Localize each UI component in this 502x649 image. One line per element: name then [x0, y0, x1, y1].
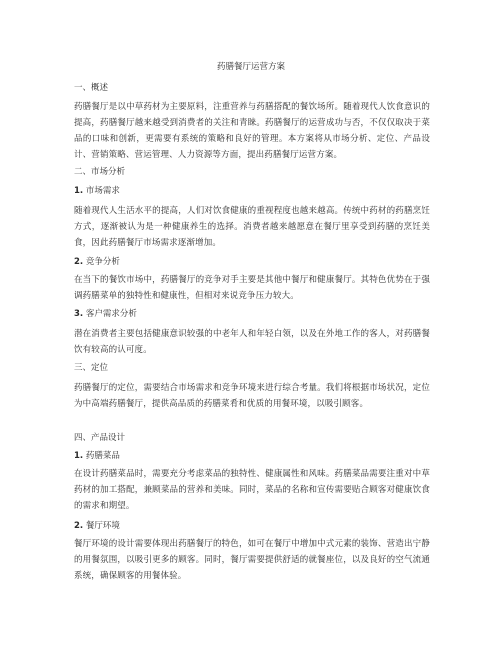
subsection-heading-competition — [74, 256, 430, 268]
subsection-number: 2. — [74, 257, 84, 267]
subsection-title: 市场需求 — [85, 186, 120, 196]
section-heading-overview: 一、概述 — [74, 83, 109, 93]
document-title: 药膳餐厅运营方案 — [216, 62, 285, 72]
subsection-paragraph-environment: 餐厅环境的设计需要体现出药膳餐厅的特色，如可在餐厅中增加中式元素的装饰、营造出宁静的用餐氛围，以吸引更多的顾客。同时，餐厅需要提供舒适的就餐座位，以及良好的空气流通系统，确保顾客的用餐体验。 — [74, 539, 430, 581]
subsection-number: 2. — [74, 521, 84, 531]
subsection-paragraph-dishes: 在设计药膳菜品时，需要充分考虑菜品的独特性、健康属性和风味。药膳菜品需要注重对中草药材的加工搭配，兼顾菜品的营养和美味。同时，菜品的名称和宣传需要贴合顾客对健康饮食的需求和期望。 — [74, 469, 430, 511]
subsection-heading-dishes — [74, 450, 430, 462]
subsection-title: 餐厅环境 — [85, 521, 120, 531]
section-paragraph-overview: 药膳餐厅是以中草药材为主要原料，注重营养与药膳搭配的餐饮场所。随着现代人饮食意识的提高，药膳餐厅越来越受到消费者的关注和青睐。药膳餐厅的运营成功与否，不仅仅取决于菜品的口味和创新，更需要有系统的策略和良好的管理。本方案将从市场分析、定位、产品设计、营销策略、营运管理、人力资源等方面，提出药膳餐厅运营方案。 — [74, 102, 430, 160]
subsection-title: 竞争分析 — [85, 257, 120, 267]
subsection-paragraph-competition: 在当下的餐饮市场中，药膳餐厅的竞争对手主要是其他中餐厅和健康餐厅。其特色优势在于强调药膳菜单的独特性和健康性，但相对来说竞争压力较大。 — [74, 275, 430, 301]
subsection-number: 1. — [74, 186, 84, 196]
subsection-paragraph-market-demand: 随着现代人生活水平的提高，人们对饮食健康的重视程度也越来越高。传统中药材的药膳烹饪方式，逐渐被认为是一种健康养生的选择。消费者越来越愿意在餐厅里享受到药膳的烹饪美食，因此药膳餐厅市场需求逐渐增加。 — [74, 206, 430, 248]
subsection-paragraph-customer-needs: 潜在消费者主要包括健康意识较强的中老年人和年轻白领，以及在外地工作的客人，对药膳餐饮有较高的认可度。 — [74, 329, 430, 355]
section-heading-product-design: 四、产品设计 — [74, 433, 126, 443]
section-paragraph-positioning: 药膳餐厅的定位，需要结合市场需求和竞争环境来进行综合考量。我们将根据市场状况，定位为中高端药膳餐厅，提供高品质的药膳菜肴和优质的用餐环境，以吸引顾客。 — [74, 383, 430, 409]
subsection-title: 药膳菜品 — [85, 451, 120, 461]
subsection-title: 客户需求分析 — [85, 309, 137, 319]
subsection-heading-market-demand — [74, 185, 430, 197]
subsection-heading-customer-needs — [74, 308, 430, 320]
subsection-number: 1. — [74, 451, 84, 461]
section-heading-market: 二、市场分析 — [74, 167, 126, 177]
subsection-heading-environment — [74, 520, 430, 532]
section-heading-positioning: 三、定位 — [74, 363, 109, 373]
subsection-number: 3. — [74, 309, 84, 319]
